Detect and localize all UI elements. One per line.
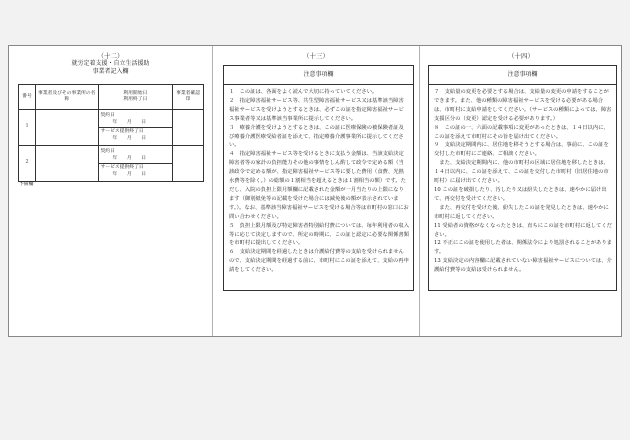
row-number: ２ — [19, 146, 36, 182]
note-paragraph: １ この証は、各面をよく読んで大切に持っていてください。 — [229, 89, 378, 95]
contract-date-label: 契約日 — [100, 113, 115, 118]
note-paragraph: ３ 療養介護を受けようとするときは、この証に医療保険の被保険者証及び療養介護医療受給者証を添えて、指定療養介護事業所に提示してください。 — [229, 124, 404, 149]
panel-divider — [212, 46, 213, 336]
provider-record-table — [18, 84, 204, 182]
panel-title-line1: 就労定着支援・自立生活援助 — [71, 60, 150, 67]
header-no: 番号 — [19, 85, 36, 110]
service-end-label: サービス提供終了日 — [100, 165, 144, 170]
panel-title-line2: 事業者記入欄 — [92, 67, 129, 75]
notes-body — [224, 85, 413, 277]
panel-divider — [419, 46, 420, 336]
office-cell[interactable] — [35, 146, 98, 182]
note-paragraph: 10 この証を破損したり、汚したり又は紛失したときは、速やかに届け出て、再交付を受けてください。 — [434, 186, 607, 202]
header-dates — [98, 85, 173, 110]
panel-number: （十二） — [97, 52, 124, 60]
note-paragraph: 11 受給者の資格がなくなったときは、直ちにこの証を市町村に返してください。 — [434, 222, 612, 238]
note-paragraph: ２ 指定障害福祉サービス等、共生型障害福祉サービス又は基準該当障害福祉サービスを受けようとするときは、必ずこの証を指定障害福祉サービス事業者等又は基準該当事業所に提示してください。 — [229, 97, 404, 122]
note-paragraph: ８ この証の一、六面の記載事項に変更があったときは、１４日以内に、この証を添えて市町村にその旨を届け出てください。 — [434, 124, 609, 140]
table-row — [19, 146, 204, 182]
contract-date-block — [99, 112, 173, 127]
contract-date-label: 契約日 — [100, 149, 115, 154]
reserve-column-label: 予備欄 — [19, 182, 34, 187]
note-paragraph: ４ 指定障害福祉サービス等を受けるときに支払う金額は、当該支給決定障害者等の家計の負担能力その他の事情をしん酌して政令で定める額（当該政令で定める額が、指定障害福祉サービス等に要した費用（食費、光熱水費等を除く。）の総額の１割相当を超えるときは１割相当の額）です。ただし、入院の負担上限月額欄に記載された金額が一月当たりの上限になります（御別紙免等の記載を受けた場合には減免後の額が表示されています。）。なお、基準該当障害福祉サービスを受ける場合等は市町村の窓口にお問い合わせください。 — [229, 151, 409, 220]
note-paragraph: また、再交付を受けた後、紛失したこの証を発見したときは、速やかに市町村に返してください。 — [434, 204, 609, 220]
dates-cell[interactable] — [98, 146, 173, 182]
contract-date-block — [99, 148, 173, 163]
notes-body — [429, 85, 616, 277]
service-end-label: サービス提供終了日 — [100, 129, 144, 134]
panel-number: （十四） — [508, 52, 534, 60]
panel-thirteen — [216, 52, 416, 60]
row-number: １ — [19, 110, 36, 146]
notes-box-right — [428, 65, 617, 291]
header-confirm: 事業者確認印 — [173, 85, 204, 110]
service-end-value: 年 月 日 — [112, 135, 147, 141]
note-paragraph: 12 不正にこの証を使用した者は、関係法令により処罰されることがあります。 — [434, 240, 612, 256]
dates-cell[interactable] — [98, 110, 173, 146]
note-paragraph: ９ 支給決定期間内に、居住地を移そうとする場合は、事前に、この証を交付した市町村にご連絡、ご相談ください。 — [434, 142, 609, 158]
office-cell[interactable] — [35, 110, 98, 146]
confirm-seal-cell[interactable] — [173, 146, 204, 182]
notes-heading: 注意事項欄 — [429, 66, 616, 85]
service-end-value: 年 月 日 — [112, 171, 147, 177]
notes-box-middle — [223, 65, 414, 291]
panel-twelve — [13, 52, 208, 75]
panel-fourteen — [423, 52, 619, 60]
header-dates-end: 利用終了日 — [123, 97, 148, 102]
contract-date-value: 年 月 日 — [112, 155, 147, 161]
contract-date-value: 年 月 日 — [112, 119, 147, 125]
note-paragraph: また、支給決定期間内に、他の市町村の区域に居住地を移したときは、１４日以内に、この証を添えて、この証を交付した市町村（旧居住地の市町村）に届け出てください。 — [434, 160, 609, 185]
header-office: 事業者及びその事業所の名称 — [35, 85, 98, 110]
certificate-sheet — [8, 45, 622, 337]
note-paragraph: 13 支給決定の内容欄に記載されていない障害福祉サービスについては、介護給付費等の支給は受けられません。 — [434, 258, 612, 274]
header-dates-start: 利用開始日 — [123, 90, 148, 96]
note-paragraph: ６ 支給決定期間を経過したときは介護給付費等の支給を受けられませんので、支給決定期間を経過する前に、市町村にこの証を添えて、支給の再申請をしてください。 — [229, 249, 409, 274]
confirm-seal-cell[interactable] — [173, 110, 204, 146]
service-end-block — [99, 127, 173, 143]
service-end-block — [99, 163, 173, 179]
note-paragraph: ７ 支給量の変更を必要とする場合は、支給量の変更の申請をすることができます。また、他の種類の障害福祉サービスを受ける必要がある場合は、市町村に支給申請をしてください。（サービスの種類によっては、障害支援区分の（変更）認定を受ける必要があります。） — [434, 89, 612, 122]
panel-number: （十三） — [303, 52, 329, 60]
notes-heading: 注意事項欄 — [224, 66, 413, 85]
note-paragraph: ５ 負担上限月額及び特定障害者特別給付費については、毎年利用者の収入等に応じて決定しますので、所定の時期に、この証と認定に必要な関係書類を市町村に提出してください。 — [229, 222, 409, 247]
table-row — [19, 110, 204, 146]
